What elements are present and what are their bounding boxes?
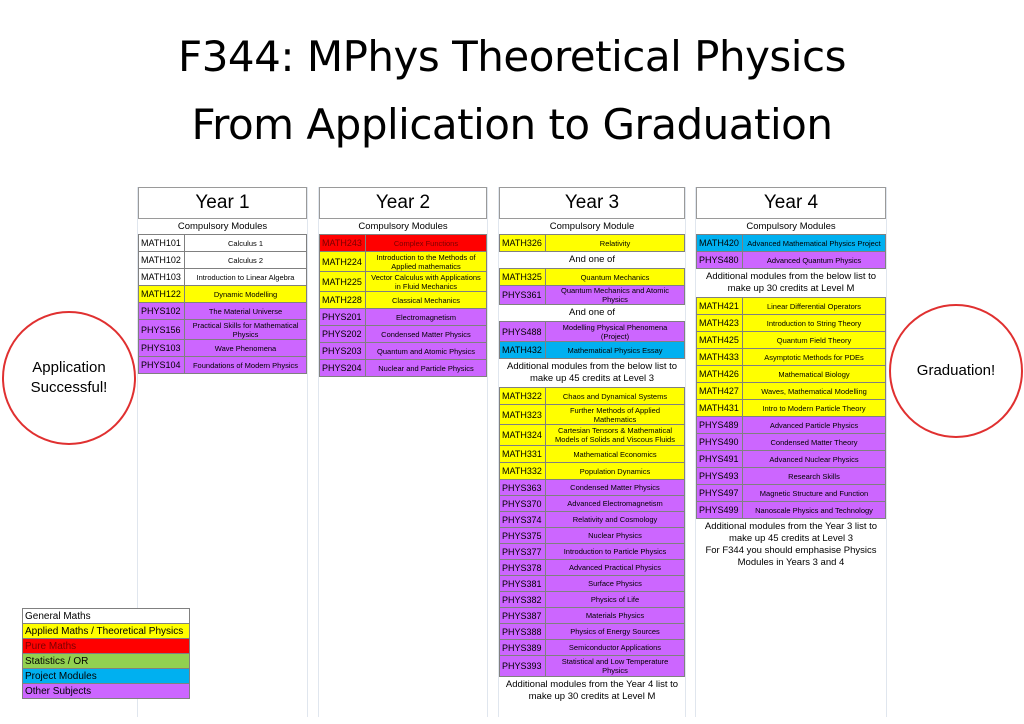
module-row: [500, 405, 685, 425]
module-name: Classical Mechanics: [366, 292, 487, 309]
module-row: [500, 496, 685, 512]
module-name: Asymptotic Methods for PDEs: [743, 349, 886, 366]
year-2-column: [319, 187, 487, 377]
module-code: PHYS361: [500, 286, 546, 305]
module-name: Cartesian Tensors & Mathematical Models of Solids and Viscous Fluids: [546, 425, 685, 446]
module-name: Introduction to Linear Algebra: [185, 269, 307, 286]
module-row: [500, 544, 685, 560]
module-row: [697, 468, 886, 485]
module-name: Relativity: [546, 235, 685, 252]
module-row: [500, 463, 685, 480]
module-code: MATH425: [697, 332, 743, 349]
module-code: PHYS387: [500, 608, 546, 624]
legend-label: Project Modules: [23, 669, 190, 684]
module-name: Condensed Matter Theory: [743, 434, 886, 451]
module-name: Relativity and Cosmology: [546, 512, 685, 528]
module-row: [500, 446, 685, 463]
module-row: [500, 286, 685, 305]
module-row: [139, 269, 307, 286]
module-code: MATH228: [320, 292, 366, 309]
module-name: Chaos and Dynamical Systems: [546, 388, 685, 405]
module-row: [139, 303, 307, 320]
module-code: PHYS388: [500, 624, 546, 640]
module-name: Electromagnetism: [366, 309, 487, 326]
module-name: Condensed Matter Physics: [366, 326, 487, 343]
section-label: And one of: [569, 254, 615, 265]
module-name: Complex Functions: [366, 235, 487, 252]
module-code: PHYS103: [139, 340, 185, 357]
module-code: PHYS378: [500, 560, 546, 576]
module-table: [499, 321, 685, 359]
column-guide: [307, 187, 308, 717]
year-heading: Year 1: [138, 187, 307, 219]
module-row: [500, 592, 685, 608]
module-code: PHYS370: [500, 496, 546, 512]
legend-row: [23, 609, 190, 624]
module-row: [697, 298, 886, 315]
module-table: [499, 234, 685, 252]
module-code: MATH431: [697, 400, 743, 417]
module-row: [500, 624, 685, 640]
module-row: [500, 528, 685, 544]
module-table: [696, 297, 886, 519]
module-code: PHYS499: [697, 502, 743, 519]
module-row: [320, 292, 487, 309]
module-name: Mathematical Physics Essay: [546, 342, 685, 359]
module-name: Physics of Energy Sources: [546, 624, 685, 640]
column-guide: [685, 187, 686, 717]
module-row: [500, 480, 685, 496]
legend: [22, 608, 190, 699]
module-name: Advanced Quantum Physics: [743, 252, 886, 269]
year-heading: Year 2: [319, 187, 487, 219]
module-code: MATH103: [139, 269, 185, 286]
module-table: [696, 234, 886, 269]
legend-row: [23, 669, 190, 684]
module-name: Advanced Electromagnetism: [546, 496, 685, 512]
module-code: MATH102: [139, 252, 185, 269]
module-row: [697, 366, 886, 383]
module-code: MATH122: [139, 286, 185, 303]
module-code: MATH420: [697, 235, 743, 252]
module-name: Further Methods of Applied Mathematics: [546, 405, 685, 425]
module-code: MATH432: [500, 342, 546, 359]
module-name: Vector Calculus with Applications in Fluid Mechanics: [366, 272, 487, 292]
module-row: [697, 349, 886, 366]
page-title-line-1: F344: MPhys Theoretical Physics: [178, 32, 846, 81]
module-row: [139, 340, 307, 357]
module-name: Mathematical Biology: [743, 366, 886, 383]
module-row: [139, 252, 307, 269]
module-row: [697, 332, 886, 349]
module-name: Dynamic Modelling: [185, 286, 307, 303]
section-label: Compulsory Module: [549, 221, 635, 232]
module-row: [320, 326, 487, 343]
module-row: [697, 502, 886, 519]
section-label: And one of: [569, 307, 615, 318]
module-row: [139, 357, 307, 374]
module-name: Intro to Modern Particle Theory: [743, 400, 886, 417]
module-row: [500, 640, 685, 656]
module-row: [500, 342, 685, 359]
legend-label: Other Subjects: [23, 684, 190, 699]
module-code: MATH322: [500, 388, 546, 405]
module-name: The Material Universe: [185, 303, 307, 320]
module-row: [697, 451, 886, 468]
module-name: Modelling Physical Phenomena (Project): [546, 322, 685, 342]
module-code: MATH332: [500, 463, 546, 480]
module-name: Magnetic Structure and Function: [743, 485, 886, 502]
module-name: Introduction to Particle Physics: [546, 544, 685, 560]
module-name: Nuclear and Particle Physics: [366, 360, 487, 377]
module-row: [139, 286, 307, 303]
module-row: [500, 512, 685, 528]
legend-label: Pure Maths: [23, 639, 190, 654]
section-label: Compulsory Modules: [746, 221, 836, 232]
module-table: [138, 234, 307, 374]
module-name: Quantum Mechanics: [546, 269, 685, 286]
year-footer-note: Additional modules from the Year 3 list to make up 45 credits at Level 3 For F344 you should emphasise Physics Modules in Years 3 and 4: [704, 521, 878, 568]
module-name: Advanced Practical Physics: [546, 560, 685, 576]
module-name: Introduction to String Theory: [743, 315, 886, 332]
year-4-column: [696, 187, 886, 571]
module-code: PHYS104: [139, 357, 185, 374]
module-row: [500, 608, 685, 624]
section-label: Compulsory Modules: [177, 221, 268, 232]
section-label: Additional modules from the below list to make up 30 credits at Level M: [705, 271, 877, 294]
legend-label: Applied Maths / Theoretical Physics: [23, 624, 190, 639]
column-guide: [886, 187, 887, 717]
module-name: Condensed Matter Physics: [546, 480, 685, 496]
module-row: [320, 252, 487, 272]
module-row: [697, 485, 886, 502]
module-row: [320, 272, 487, 292]
module-name: Population Dynamics: [546, 463, 685, 480]
module-row: [320, 343, 487, 360]
year-heading: Year 3: [499, 187, 685, 219]
module-code: MATH101: [139, 235, 185, 252]
module-code: MATH224: [320, 252, 366, 272]
module-name: Nuclear Physics: [546, 528, 685, 544]
module-table: [499, 268, 685, 305]
page-title-line-2: From Application to Graduation: [191, 100, 833, 149]
module-name: Foundations of Modern Physics: [185, 357, 307, 374]
module-name: Calculus 1: [185, 235, 307, 252]
module-name: Statistical and Low Temperature Physics: [546, 656, 685, 677]
module-row: [139, 235, 307, 252]
module-name: Quantum Field Theory: [743, 332, 886, 349]
module-row: [320, 235, 487, 252]
module-code: MATH433: [697, 349, 743, 366]
module-row: [500, 425, 685, 446]
module-row: [500, 560, 685, 576]
module-code: PHYS490: [697, 434, 743, 451]
module-row: [697, 434, 886, 451]
module-row: [500, 656, 685, 677]
module-code: MATH423: [697, 315, 743, 332]
module-row: [697, 383, 886, 400]
module-row: [500, 322, 685, 342]
module-code: PHYS374: [500, 512, 546, 528]
module-code: PHYS393: [500, 656, 546, 677]
module-name: Nanoscale Physics and Technology: [743, 502, 886, 519]
module-code: MATH225: [320, 272, 366, 292]
module-name: Wave Phenomena: [185, 340, 307, 357]
module-code: PHYS488: [500, 322, 546, 342]
module-row: [500, 235, 685, 252]
module-name: Quantum and Atomic Physics: [366, 343, 487, 360]
module-code: PHYS382: [500, 592, 546, 608]
legend-label: Statistics / OR: [23, 654, 190, 669]
module-name: Linear Differential Operators: [743, 298, 886, 315]
legend-row: [23, 654, 190, 669]
module-code: PHYS156: [139, 320, 185, 340]
module-name: Introduction to the Methods of Applied mathematics: [366, 252, 487, 272]
module-name: Semiconductor Applications: [546, 640, 685, 656]
module-table: [319, 234, 487, 377]
module-row: [320, 360, 487, 377]
module-row: [697, 315, 886, 332]
module-name: Surface Physics: [546, 576, 685, 592]
module-row: [697, 235, 886, 252]
module-code: MATH331: [500, 446, 546, 463]
year-1-column: [138, 187, 307, 374]
year-footer-note: Additional modules from the Year 4 list to make up 30 credits at Level M: [505, 679, 679, 702]
graduation-circle: Graduation!: [889, 304, 1023, 438]
section-label: Additional modules from the below list to make up 45 credits at Level 3: [506, 361, 678, 384]
module-name: Materials Physics: [546, 608, 685, 624]
module-code: PHYS102: [139, 303, 185, 320]
legend-row: [23, 624, 190, 639]
module-code: PHYS389: [500, 640, 546, 656]
module-code: PHYS381: [500, 576, 546, 592]
module-code: PHYS375: [500, 528, 546, 544]
module-name: Physics of Life: [546, 592, 685, 608]
module-name: Quantum Mechanics and Atomic Physics: [546, 286, 685, 305]
module-name: Advanced Mathematical Physics Project: [743, 235, 886, 252]
module-code: MATH325: [500, 269, 546, 286]
module-name: Calculus 2: [185, 252, 307, 269]
module-code: MATH324: [500, 425, 546, 446]
module-code: MATH243: [320, 235, 366, 252]
module-code: MATH427: [697, 383, 743, 400]
module-code: MATH426: [697, 366, 743, 383]
column-guide: [487, 187, 488, 717]
module-code: PHYS204: [320, 360, 366, 377]
section-label: Compulsory Modules: [358, 221, 448, 232]
module-code: PHYS493: [697, 468, 743, 485]
module-row: [500, 576, 685, 592]
module-code: PHYS497: [697, 485, 743, 502]
module-code: PHYS491: [697, 451, 743, 468]
module-code: PHYS489: [697, 417, 743, 434]
module-code: PHYS203: [320, 343, 366, 360]
module-row: [697, 417, 886, 434]
legend-row: [23, 639, 190, 654]
module-name: Mathematical Economics: [546, 446, 685, 463]
module-row: [500, 388, 685, 405]
year-heading: Year 4: [696, 187, 886, 219]
module-name: Waves, Mathematical Modelling: [743, 383, 886, 400]
module-code: MATH326: [500, 235, 546, 252]
module-code: MATH323: [500, 405, 546, 425]
module-name: Advanced Particle Physics: [743, 417, 886, 434]
legend-label: General Maths: [23, 609, 190, 624]
module-code: PHYS363: [500, 480, 546, 496]
module-row: [500, 269, 685, 286]
module-code: MATH421: [697, 298, 743, 315]
module-code: PHYS480: [697, 252, 743, 269]
legend-row: [23, 684, 190, 699]
module-table: [499, 387, 685, 677]
module-row: [320, 309, 487, 326]
module-row: [697, 400, 886, 417]
module-name: Research Skills: [743, 468, 886, 485]
module-row: [139, 320, 307, 340]
module-code: PHYS201: [320, 309, 366, 326]
application-successful-circle: Application Successful!: [2, 311, 136, 445]
module-code: PHYS202: [320, 326, 366, 343]
module-name: Advanced Nuclear Physics: [743, 451, 886, 468]
module-code: PHYS377: [500, 544, 546, 560]
module-name: Practical Skills for Mathematical Physics: [185, 320, 307, 340]
year-3-column: [499, 187, 685, 705]
module-row: [697, 252, 886, 269]
